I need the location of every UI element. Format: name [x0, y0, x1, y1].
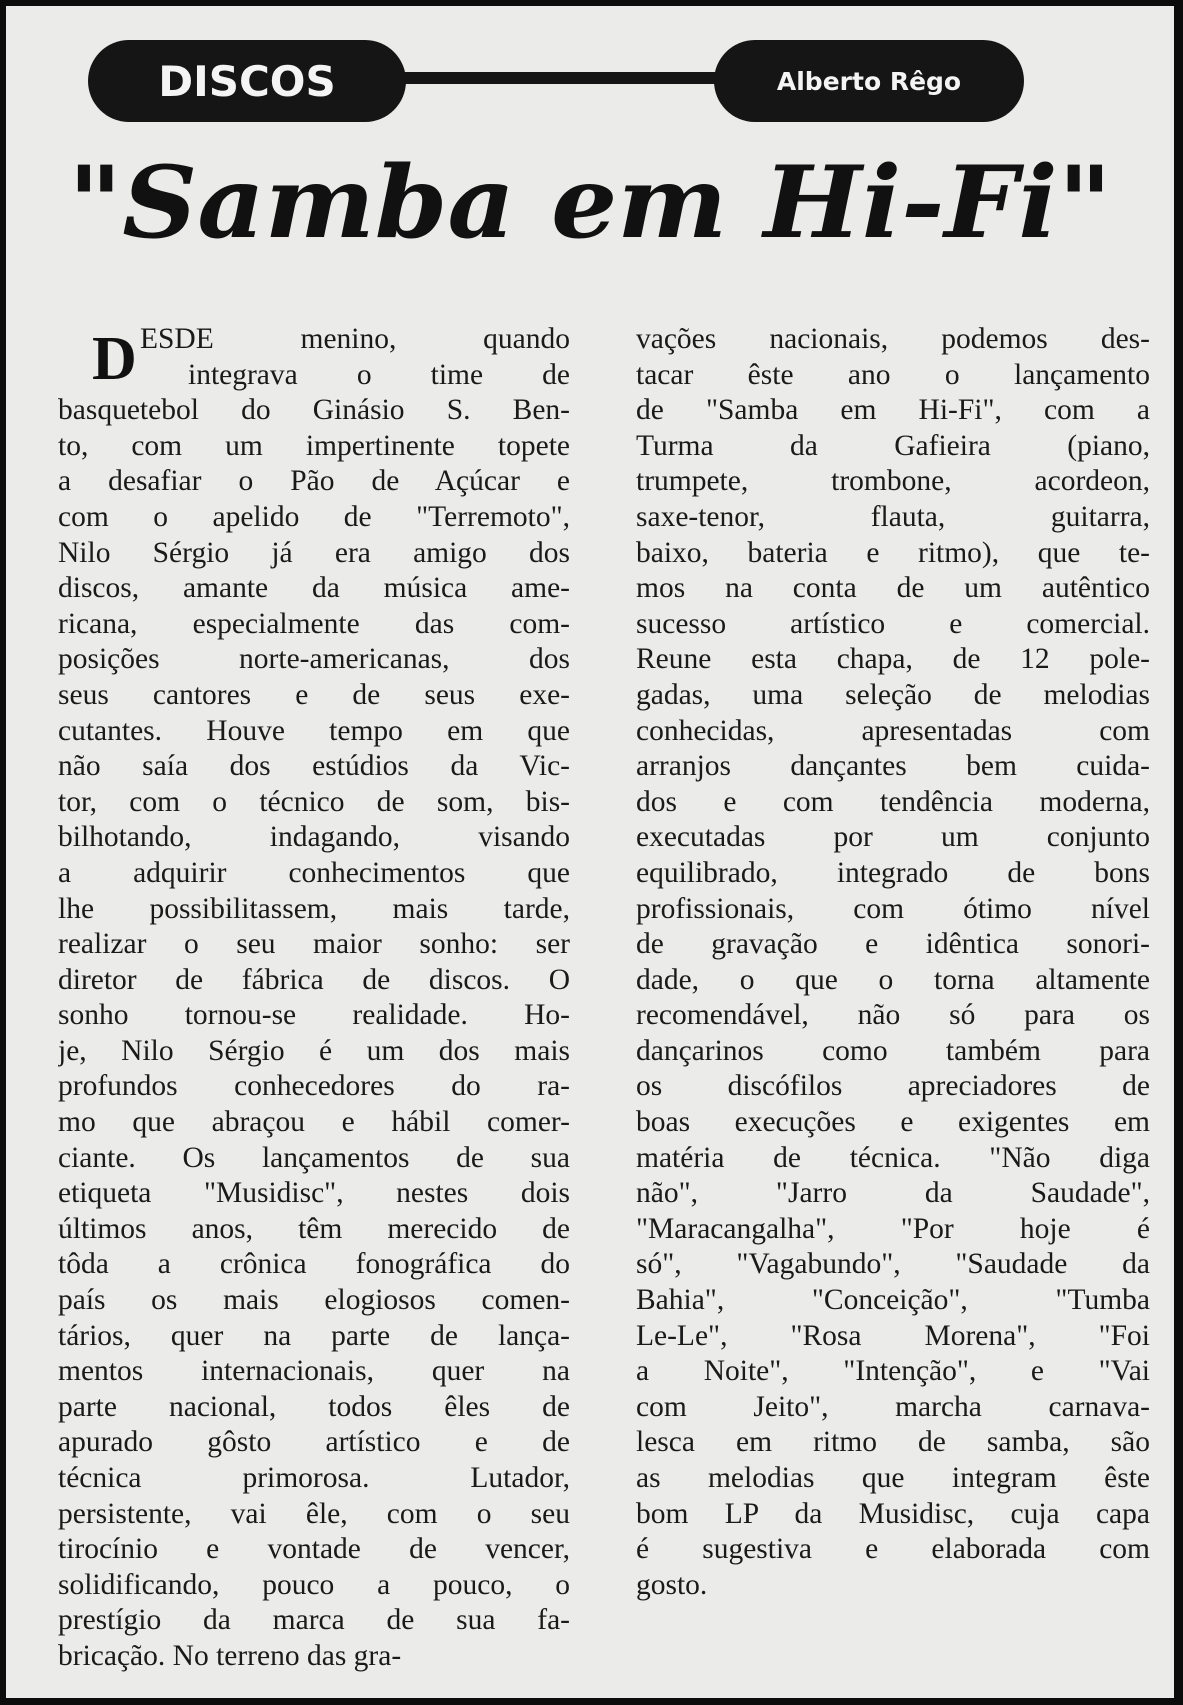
text-line: ricana, especialmente das com- — [58, 607, 570, 640]
text-line: realizar o seu maior sonho: ser — [58, 928, 570, 961]
article-column-right — [636, 322, 1150, 1603]
text-line: tacar êste ano o lançamento — [636, 358, 1150, 391]
text-line: to, com um impertinente topete — [58, 429, 570, 462]
text-line: baixo, bateria e ritmo), que te- — [636, 536, 1150, 569]
text-line: profissionais, com ótimo nível — [636, 892, 1150, 925]
text-line: conhecidas, apresentadas com — [636, 714, 1150, 747]
text-line: técnica primorosa. Lutador, — [58, 1462, 570, 1494]
text-line: é sugestiva e elaborada com — [636, 1533, 1150, 1566]
text-line: sonho tornou-se realidade. Ho- — [58, 999, 570, 1032]
text-line: com o apelido de "Terremoto", — [58, 500, 570, 533]
text-line: etiqueta "Musidisc", nestes dois — [58, 1177, 570, 1210]
newspaper-clipping — [6, 6, 1174, 1698]
text-line: integrava o time de — [188, 358, 570, 391]
text-line: ESDE menino, quando — [140, 323, 570, 355]
text-line: bom LP da Musidisc, cuja capa — [636, 1497, 1150, 1530]
text-line: matéria de técnica. "Não diga — [636, 1141, 1150, 1174]
text-line: boas execuções e exigentes em — [636, 1106, 1150, 1139]
text-line: je, Nilo Sérgio é um dos mais — [58, 1034, 570, 1067]
text-line: últimos anos, têm merecido de — [58, 1212, 570, 1245]
text-line: parte nacional, todos êles de — [58, 1390, 570, 1423]
text-line: recomendável, não só para os — [636, 999, 1150, 1032]
text-line: só", "Vagabundo", "Saudade da — [636, 1248, 1150, 1281]
text-line: mentos internacionais, quer na — [58, 1355, 570, 1388]
article-column-left — [58, 322, 570, 1675]
text-line: mo que abraçou e hábil comer- — [58, 1106, 570, 1139]
text-line: de gravação e idêntica sonori- — [636, 928, 1150, 961]
text-line: bricação. No terreno das gra- — [58, 1639, 402, 1672]
text-line: equilibrado, integrado de bons — [636, 856, 1150, 889]
text-line: com Jeito", marcha carnava- — [636, 1390, 1150, 1423]
text-line: os discófilos apreciadores de — [636, 1070, 1150, 1103]
text-line: mos na conta de um autêntico — [636, 572, 1150, 605]
section-label: DISCOS — [88, 40, 406, 122]
text-line: a desafiar o Pão de Açúcar e — [58, 465, 570, 498]
text-line: dos e com tendência moderna, — [636, 785, 1150, 818]
drop-cap: D — [92, 325, 137, 393]
text-line: sucesso artístico e comercial. — [636, 607, 1150, 640]
text-line: vações nacionais, podemos des- — [636, 323, 1150, 355]
text-line: dade, o que o torna altamente — [636, 963, 1150, 996]
text-line: a Noite", "Intenção", e "Vai — [636, 1355, 1150, 1388]
text-line: país os mais elogiosos comen- — [58, 1284, 570, 1317]
text-line: discos, amante da música ame- — [58, 572, 570, 605]
text-line: solidificando, pouco a pouco, o — [58, 1568, 570, 1601]
text-line: não saía dos estúdios da Vic- — [58, 750, 570, 783]
text-line: arranjos dançantes bem cuida- — [636, 750, 1150, 783]
text-line: ciante. Os lançamentos de sua — [58, 1141, 570, 1174]
text-line: saxe-tenor, flauta, guitarra, — [636, 500, 1150, 533]
text-line: Nilo Sérgio já era amigo dos — [58, 536, 570, 569]
text-line: tôda a crônica fonográfica do — [58, 1248, 570, 1281]
text-line: tários, quer na parte de lança- — [58, 1319, 570, 1352]
text-line: Reune esta chapa, de 12 pole- — [636, 643, 1150, 676]
text-line: lhe possibilitassem, mais tarde, — [58, 892, 570, 925]
header-rule — [366, 72, 746, 84]
text-line: dançarinos como também para — [636, 1034, 1150, 1067]
text-line: gosto. — [636, 1568, 708, 1601]
text-line: tirocínio e vontade de vencer, — [58, 1533, 570, 1566]
text-line: Bahia", "Conceição", "Tumba — [636, 1284, 1150, 1317]
text-line: bilhotando, indagando, visando — [58, 821, 570, 854]
text-line: gadas, uma seleção de melodias — [636, 678, 1150, 711]
text-line: trumpete, trombone, acordeon, — [636, 465, 1150, 498]
text-line: "Maracangalha", "Por hoje é — [636, 1212, 1150, 1245]
text-line: basquetebol do Ginásio S. Ben- — [58, 394, 570, 427]
text-line: prestígio da marca de sua fa- — [58, 1604, 570, 1637]
text-line: de "Samba em Hi-Fi", com a — [636, 394, 1150, 427]
text-line: tor, com o técnico de som, bis- — [58, 785, 570, 818]
author-byline: Alberto Rêgo — [714, 40, 1024, 122]
text-line: diretor de fábrica de discos. O — [58, 963, 570, 996]
text-line: apurado gôsto artístico e de — [58, 1426, 570, 1459]
text-line: Turma da Gafieira (piano, — [636, 429, 1150, 462]
text-line: posições norte-americanas, dos — [58, 643, 570, 676]
text-line: seus cantores e de seus exe- — [58, 678, 570, 711]
text-line: não", "Jarro da Saudade", — [636, 1177, 1150, 1210]
text-line: a adquirir conhecimentos que — [58, 856, 570, 889]
text-line: executadas por um conjunto — [636, 821, 1150, 854]
text-line: profundos conhecedores do ra- — [58, 1070, 570, 1103]
text-line: Le-Le", "Rosa Morena", "Foi — [636, 1319, 1150, 1352]
text-line: cutantes. Houve tempo em que — [58, 714, 570, 747]
text-line: persistente, vai êle, com o seu — [58, 1497, 570, 1530]
text-line: as melodias que integram êste — [636, 1462, 1150, 1494]
article-headline: "Samba em Hi-Fi" — [68, 144, 1112, 261]
text-line: lesca em ritmo de samba, são — [636, 1426, 1150, 1459]
